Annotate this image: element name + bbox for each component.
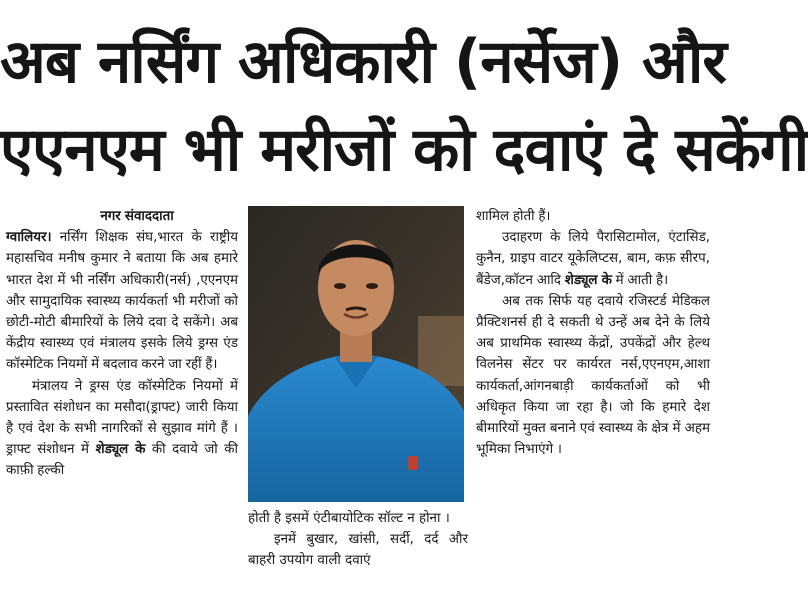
dateline: ग्वालियर।	[6, 230, 52, 246]
byline: नगर संवाददाता	[100, 209, 174, 224]
article-column-2	[248, 508, 468, 572]
article-column-1	[6, 206, 238, 482]
column-2-paragraph-1: होती है इसमें एंटीबायोटिक सॉल्ट न होना ।	[248, 511, 450, 526]
pocket-badge	[408, 456, 418, 470]
headline-line-2: एएनएम भी मरीजों को दवाएं दे सकेंगी	[0, 115, 808, 185]
paragraph-2	[6, 376, 238, 482]
paragraph-1-body: नर्सिंग शिक्षक संघ,भारत के राष्ट्रीय महासचिव मनीष कुमार ने बताया कि अब हमारे भारत देश में भी नर्सिंग अधिकारी(नर्स) ,एएनएम और सामुदायिक स्वास्थ्य कार्यकर्ता भी मरीजों को छोटी-मोटी बीमारियों के लिये दवा दे सकेंगे। अब केंद्रीय स्वास्थ्य एवं मंत्रालय इसके लिये ड्रग्स एंड कॉस्मेटिक नियमों में बदलाव करने जा रहीं हैं।	[6, 230, 238, 373]
paragraph-1	[6, 227, 238, 375]
headline-line-1: अब नर्सिंग अधिकारी (नर्सेज) और	[0, 27, 726, 97]
article-column-3	[476, 206, 710, 460]
paragraph-2-tail: की दवाये जो की काफ़ी हल्की	[6, 442, 239, 479]
column-3-paragraph-2: अब तक सिर्फ यह दवाये रजिस्टर्ड मेडिकल प्रैक्टिशनर्स ही दे सकती थे उन्हें अब देने के लिये अब प्राथमिक स्वास्थ्य केंद्रों, उपकेंद्रों और हेल्थ विलनेस सेंटर पर कार्यरत नर्स,एएनएम,आशा कार्यकर्ता,आंगनबाड़ी कार्यकर्ताओं को भी अधिकृत किया जा रहा है। जो कि हमारे देश बीमारियों मुक्त बनाने एवं स्वास्थ्य के क्षेत्र में अहम भूमिका निभाएंगे ।	[476, 293, 710, 458]
column-3-paragraph-1-tail: में आती है।	[611, 272, 669, 288]
column-3-paragraph-1	[476, 227, 710, 291]
column-2-paragraph-2: इनमें बुखार, खांसी, सर्दी, दर्द और बाहरी उपयोग वाली दवाएं	[248, 532, 468, 569]
portrait-illustration	[248, 206, 464, 502]
column-3-paragraph-1-body: उदाहरण के लिये पैरासिटामोल, एंटासिड, कुनैन, ग्राइप वाटर यूकेलिप्टस, बाम, कफ़ सीरप, बैंडेज,कॉटन आदि	[476, 230, 710, 288]
column-3-paragraph-1-bold: शेड्यूल के	[564, 272, 612, 288]
column-3-paragraph-0: शामिल होती हैं।	[476, 209, 551, 224]
right-eye	[366, 283, 378, 289]
paragraph-2-bold: शेड्यूल के	[95, 442, 146, 458]
left-eye	[334, 283, 346, 289]
portrait-photo	[248, 206, 464, 502]
paragraph-2-body: मंत्रालय ने ड्रग्स एंड कॉस्मेटिक नियमों में प्रस्तावित संशोधन का मसौदा(ड्राफ्ट) जारी किया है एवं देश के सभी नागरिकों से सुझाव मांगे हैं । ड्राफ्ट संशोधन में	[6, 378, 238, 458]
